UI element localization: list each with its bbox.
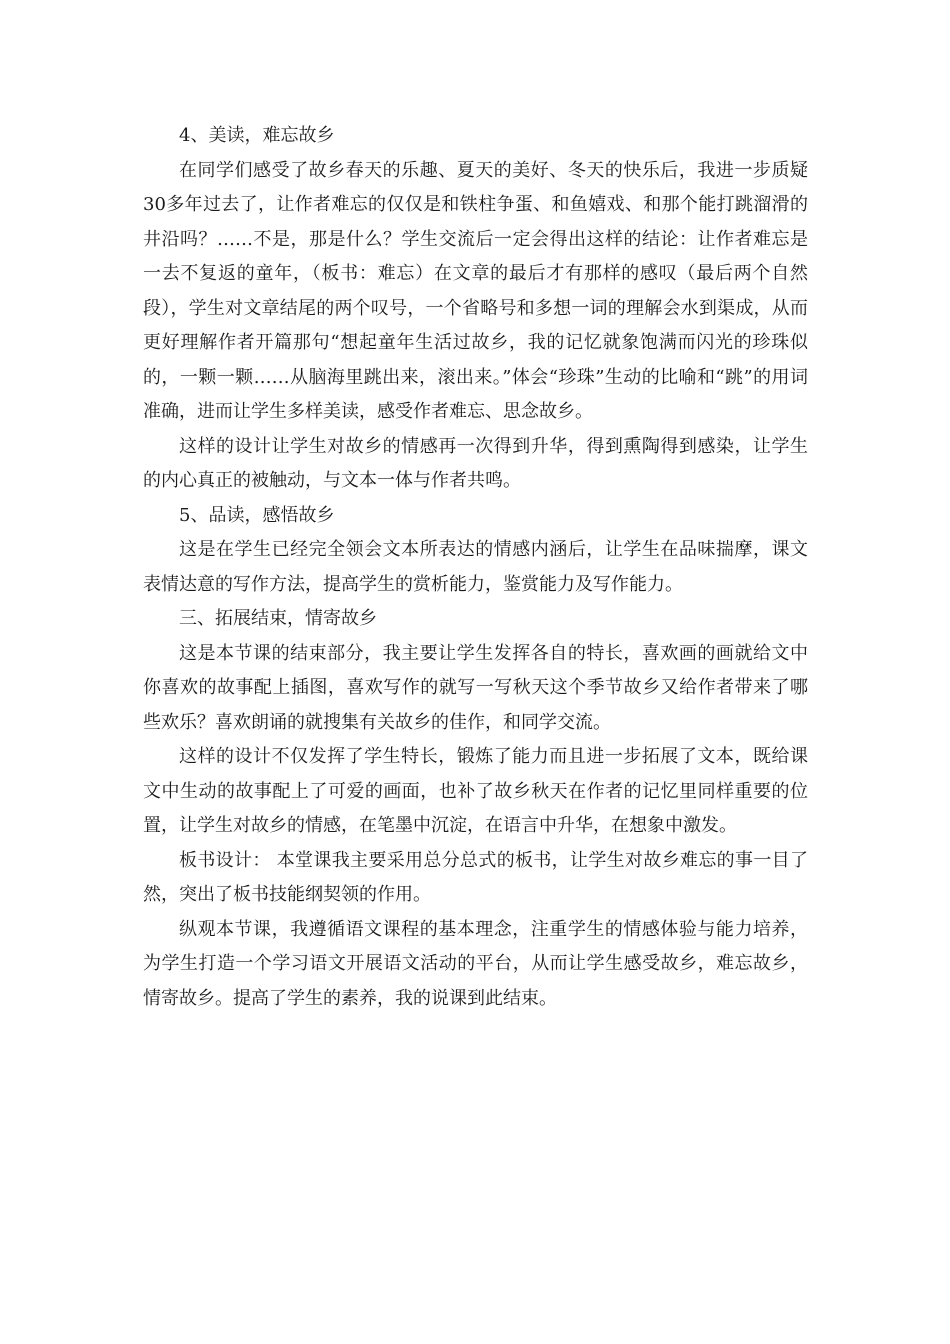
paragraph: 在同学们感受了故乡春天的乐趣、夏天的美好、冬天的快乐后，我进一步质疑30多年过去了，让作者难忘的仅仅是和铁柱争蛋、和鱼嬉戏、和那个能打跳溜滑的井沿吗？……不是，那是什么？学生交流后一定会得出这样的结论：让作者难忘是一去不复返的童年，（板书：难忘）在文章的最后才有那样的感叹（最后两个自然段），学生对文章结尾的两个叹号，一个省略号和多想一词的理解会水到渠成，从而更好理解作者开篇那句“想起童年生活过故乡，我的记忆就象饱满而闪光的珍珠似的，一颗一颗……从脑海里跳出来，滚出来。”体会“珍珠”生动的比喻和“跳”的用词准确，进而让学生多样美读，感受作者难忘、思念故乡。	[143, 159, 808, 422]
heading-extension: 三、拓展结束，情寄故乡	[179, 608, 377, 629]
heading-appreciative-reading: 5、品读，感悟故乡	[179, 504, 335, 526]
paragraph: 这是本节课的结束部分，我主要让学生发挥各自的特长，喜欢画的画就给文中你喜欢的故事配上插图，喜欢写作的就写一写秋天这个季节故乡又给作者带来了哪些欢乐？喜欢朗诵的就搜集有关故乡的佳作，和同学交流。	[143, 642, 808, 733]
document-body	[143, 119, 808, 1016]
paragraph: 这样的设计让学生对故乡的情感再一次得到升华，得到熏陶得到感染，让学生的内心真正的被触动，与文本一体与作者共鸣。	[143, 435, 808, 491]
paragraph: 板书设计： 本堂课我主要采用总分总式的板书，让学生对故乡难忘的事一目了然，突出了板书技能纲契领的作用。	[143, 849, 808, 905]
paragraph: 这是在学生已经完全领会文本所表达的情感内涵后，让学生在品味揣摩，课文表情达意的写作方法，提高学生的赏析能力，鉴赏能力及写作能力。	[143, 539, 808, 595]
paragraph: 纵观本节课，我遵循语文课程的基本理念，注重学生的情感体验与能力培养，为学生打造一个学习语文开展语文活动的平台，从而让学生感受故乡，难忘故乡，情寄故乡。提高了学生的素养，我的说课到此结束。	[143, 918, 808, 1009]
paragraph: 这样的设计不仅发挥了学生特长，锻炼了能力而且进一步拓展了文本，既给课文中生动的故事配上了可爱的画面，也补了故乡秋天在作者的记忆里同样重要的位置，让学生对故乡的情感，在笔墨中沉淀，在语言中升华，在想象中激发。	[143, 746, 808, 836]
heading-beautiful-reading: 4、美读，难忘故乡	[179, 125, 335, 146]
